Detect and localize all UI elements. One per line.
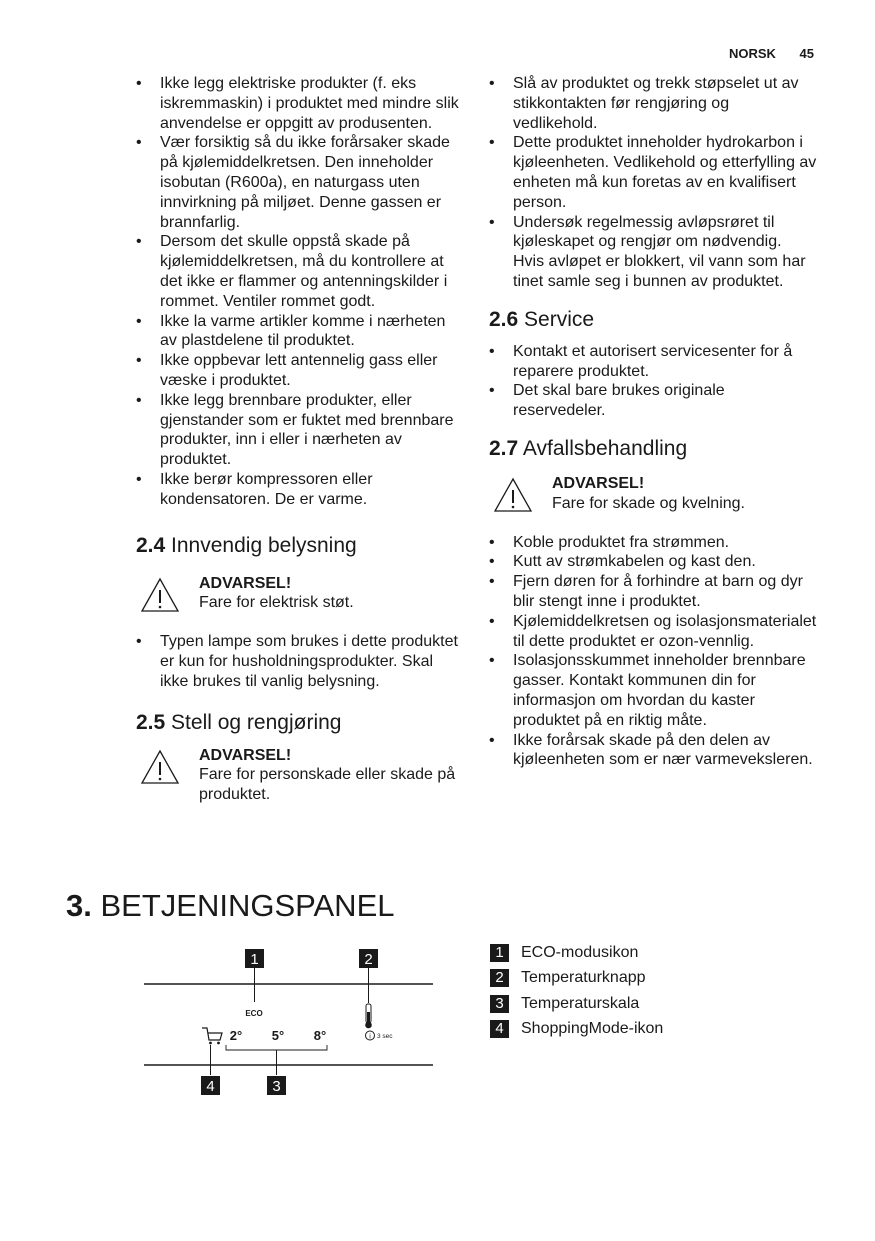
section-title: Avfallsbehandling xyxy=(522,436,688,460)
legend-label: Temperaturskala xyxy=(521,994,640,1012)
list-item: • Ikke legg elektriske produkter (f. eks iskremmaskin) i produktet med mindre slik anvendelse er oppgitt av produsenten. xyxy=(136,74,464,133)
section-heading-2-4 xyxy=(136,534,464,558)
diagram-legend xyxy=(490,940,663,1042)
list-item: • Slå av produktet og trekk støpselet ut av stikkontakten før rengjøring og vedlikehold. xyxy=(489,74,817,133)
warning-title: ADVARSEL! xyxy=(199,574,292,592)
section-heading-2-6 xyxy=(489,308,817,332)
callout-number: 4 xyxy=(206,1078,215,1095)
temp-label-8: 8° xyxy=(313,1028,327,1043)
warning-triangle-icon xyxy=(493,477,533,513)
temp-label-2: 2° xyxy=(229,1028,243,1043)
section-title: Service xyxy=(524,307,595,331)
page-number: 45 xyxy=(799,46,814,61)
chapter-title: BETJENINGSPANEL xyxy=(100,888,395,923)
legend-label: Temperaturknapp xyxy=(521,969,646,987)
language-label: NORSK xyxy=(728,46,776,61)
list-item: • Kjølemiddelkretsen og isolasjonsmaterialet til dette produktet er ozon-vennlig. xyxy=(489,612,817,652)
warning-title: ADVARSEL! xyxy=(552,474,645,492)
list-item: • Ikke legg brennbare produkter, eller gjenstander som er fuktet med brennbare produkter, inn i eller i nærheten av produktet. xyxy=(136,391,464,470)
section-number: 2.4 xyxy=(136,533,166,557)
list-item: • Isolasjonsskummet inneholder brennbare gasser. Kontakt kommunen din for informasjon om hvordan du kaster produktet på en riktig måte. xyxy=(489,651,817,730)
section-heading-2-5 xyxy=(136,711,464,735)
left-intro-bullets xyxy=(136,74,464,510)
legend-number: 1 xyxy=(490,944,509,962)
list-item: • Ikke berør kompressoren eller kondensatoren. De er varme. xyxy=(136,470,464,510)
legend-number: 2 xyxy=(490,969,509,987)
section-number: 2.7 xyxy=(489,436,519,460)
left-column xyxy=(136,74,464,805)
warning-title: ADVARSEL! xyxy=(199,746,292,764)
warning-triangle-icon xyxy=(140,577,180,613)
list-item: • Undersøk regelmessig avløpsrøret til kjøleskapet og rengjør om nødvendig. Hvis avløpet er blokkert, vil vann som har tinet samle seg i bunnen av produktet. xyxy=(489,213,817,292)
legend-item xyxy=(490,991,663,1017)
info-hold-icon xyxy=(366,1031,375,1041)
legend-item xyxy=(490,966,663,992)
info-glyph: i xyxy=(369,1033,371,1041)
legend-item xyxy=(490,940,663,966)
list-item: • Fjern døren for å forhindre at barn og dyr blir stengt inne i produktet. xyxy=(489,572,817,612)
section-2-7-bullets xyxy=(489,533,817,771)
list-item: • Dersom det skulle oppstå skade på kjølemiddelkretsen, må du kontrollere at det ikke er flammer og antenningskilder i rommet. Ventiler rommet godt. xyxy=(136,232,464,311)
section-2-4-bullets xyxy=(136,632,464,691)
list-item: • Kontakt et autorisert servicesenter for å reparere produktet. xyxy=(489,342,817,382)
warning-box xyxy=(136,574,464,614)
warning-box xyxy=(136,746,464,805)
list-item: • Ikke la varme artikler komme i nærheten av plastdelene til produktet. xyxy=(136,312,464,352)
warning-triangle-icon xyxy=(140,749,180,785)
list-item: • Det skal bare brukes originale reservedeler. xyxy=(489,381,817,421)
list-item: • Ikke oppbevar lett antennelig gass eller væske i produktet. xyxy=(136,351,464,391)
page-header xyxy=(709,46,814,61)
section-number: 2.5 xyxy=(136,710,166,734)
control-panel-diagram xyxy=(140,945,440,1100)
list-item: • Vær forsiktig så du ikke forårsaker skade på kjølemiddelkretsen. Den inneholder isobutan (R600a), en naturgass uten innvirkning på miljøet. Denne gassen er brannfarlig. xyxy=(136,133,464,232)
list-item: • Dette produktet inneholder hydrokarbon i kjøleenheten. Vedlikehold og etterfylling av enheten må kun foretas av en kvalifisert person. xyxy=(489,133,817,212)
callout-4 xyxy=(201,1076,220,1095)
section-title: Innvendig belysning xyxy=(171,533,357,557)
warning-text: Fare for skade og kvelning. xyxy=(552,494,745,512)
right-intro-bullets xyxy=(489,74,817,292)
callout-number: 2 xyxy=(364,951,373,968)
section-2-6-bullets xyxy=(489,342,817,421)
shopping-cart-icon xyxy=(202,1028,222,1044)
chapter-heading xyxy=(66,888,395,924)
section-title: Stell og rengjøring xyxy=(171,710,342,734)
warning-text: Fare for personskade eller skade på produktet. xyxy=(199,766,456,804)
warning-box xyxy=(489,474,817,514)
eco-icon: ECO xyxy=(245,1009,263,1018)
chapter-number: 3. xyxy=(66,888,92,923)
list-item: • Koble produktet fra strømmen. xyxy=(489,533,817,553)
legend-number: 4 xyxy=(490,1020,509,1038)
list-item: • Typen lampe som brukes i dette produktet er kun for husholdningsprodukter. Skal ikke brukes til vanlig belysning. xyxy=(136,632,464,691)
list-item: • Ikke forårsak skade på den delen av kjøleenheten som er nær varmeveksleren. xyxy=(489,731,817,771)
right-column xyxy=(489,74,817,770)
temp-label-5: 5° xyxy=(271,1028,285,1043)
hold-duration-label: 3 sec xyxy=(377,1033,393,1040)
legend-number: 3 xyxy=(490,995,509,1013)
warning-text: Fare for elektrisk støt. xyxy=(199,594,354,612)
callout-2 xyxy=(359,949,378,1003)
legend-label: ShoppingMode-ikon xyxy=(521,1020,664,1038)
temperature-scale-bracket xyxy=(226,1045,327,1050)
legend-item xyxy=(490,1017,663,1043)
section-heading-2-7 xyxy=(489,437,817,461)
callout-number: 3 xyxy=(272,1078,281,1095)
callout-1 xyxy=(245,949,264,1002)
section-number: 2.6 xyxy=(489,307,519,331)
callout-number: 1 xyxy=(250,951,259,968)
callout-3 xyxy=(267,1076,286,1095)
thermometer-icon xyxy=(365,1004,372,1028)
legend-label: ECO-modusikon xyxy=(521,943,639,961)
list-item: • Kutt av strømkabelen og kast den. xyxy=(489,552,817,572)
